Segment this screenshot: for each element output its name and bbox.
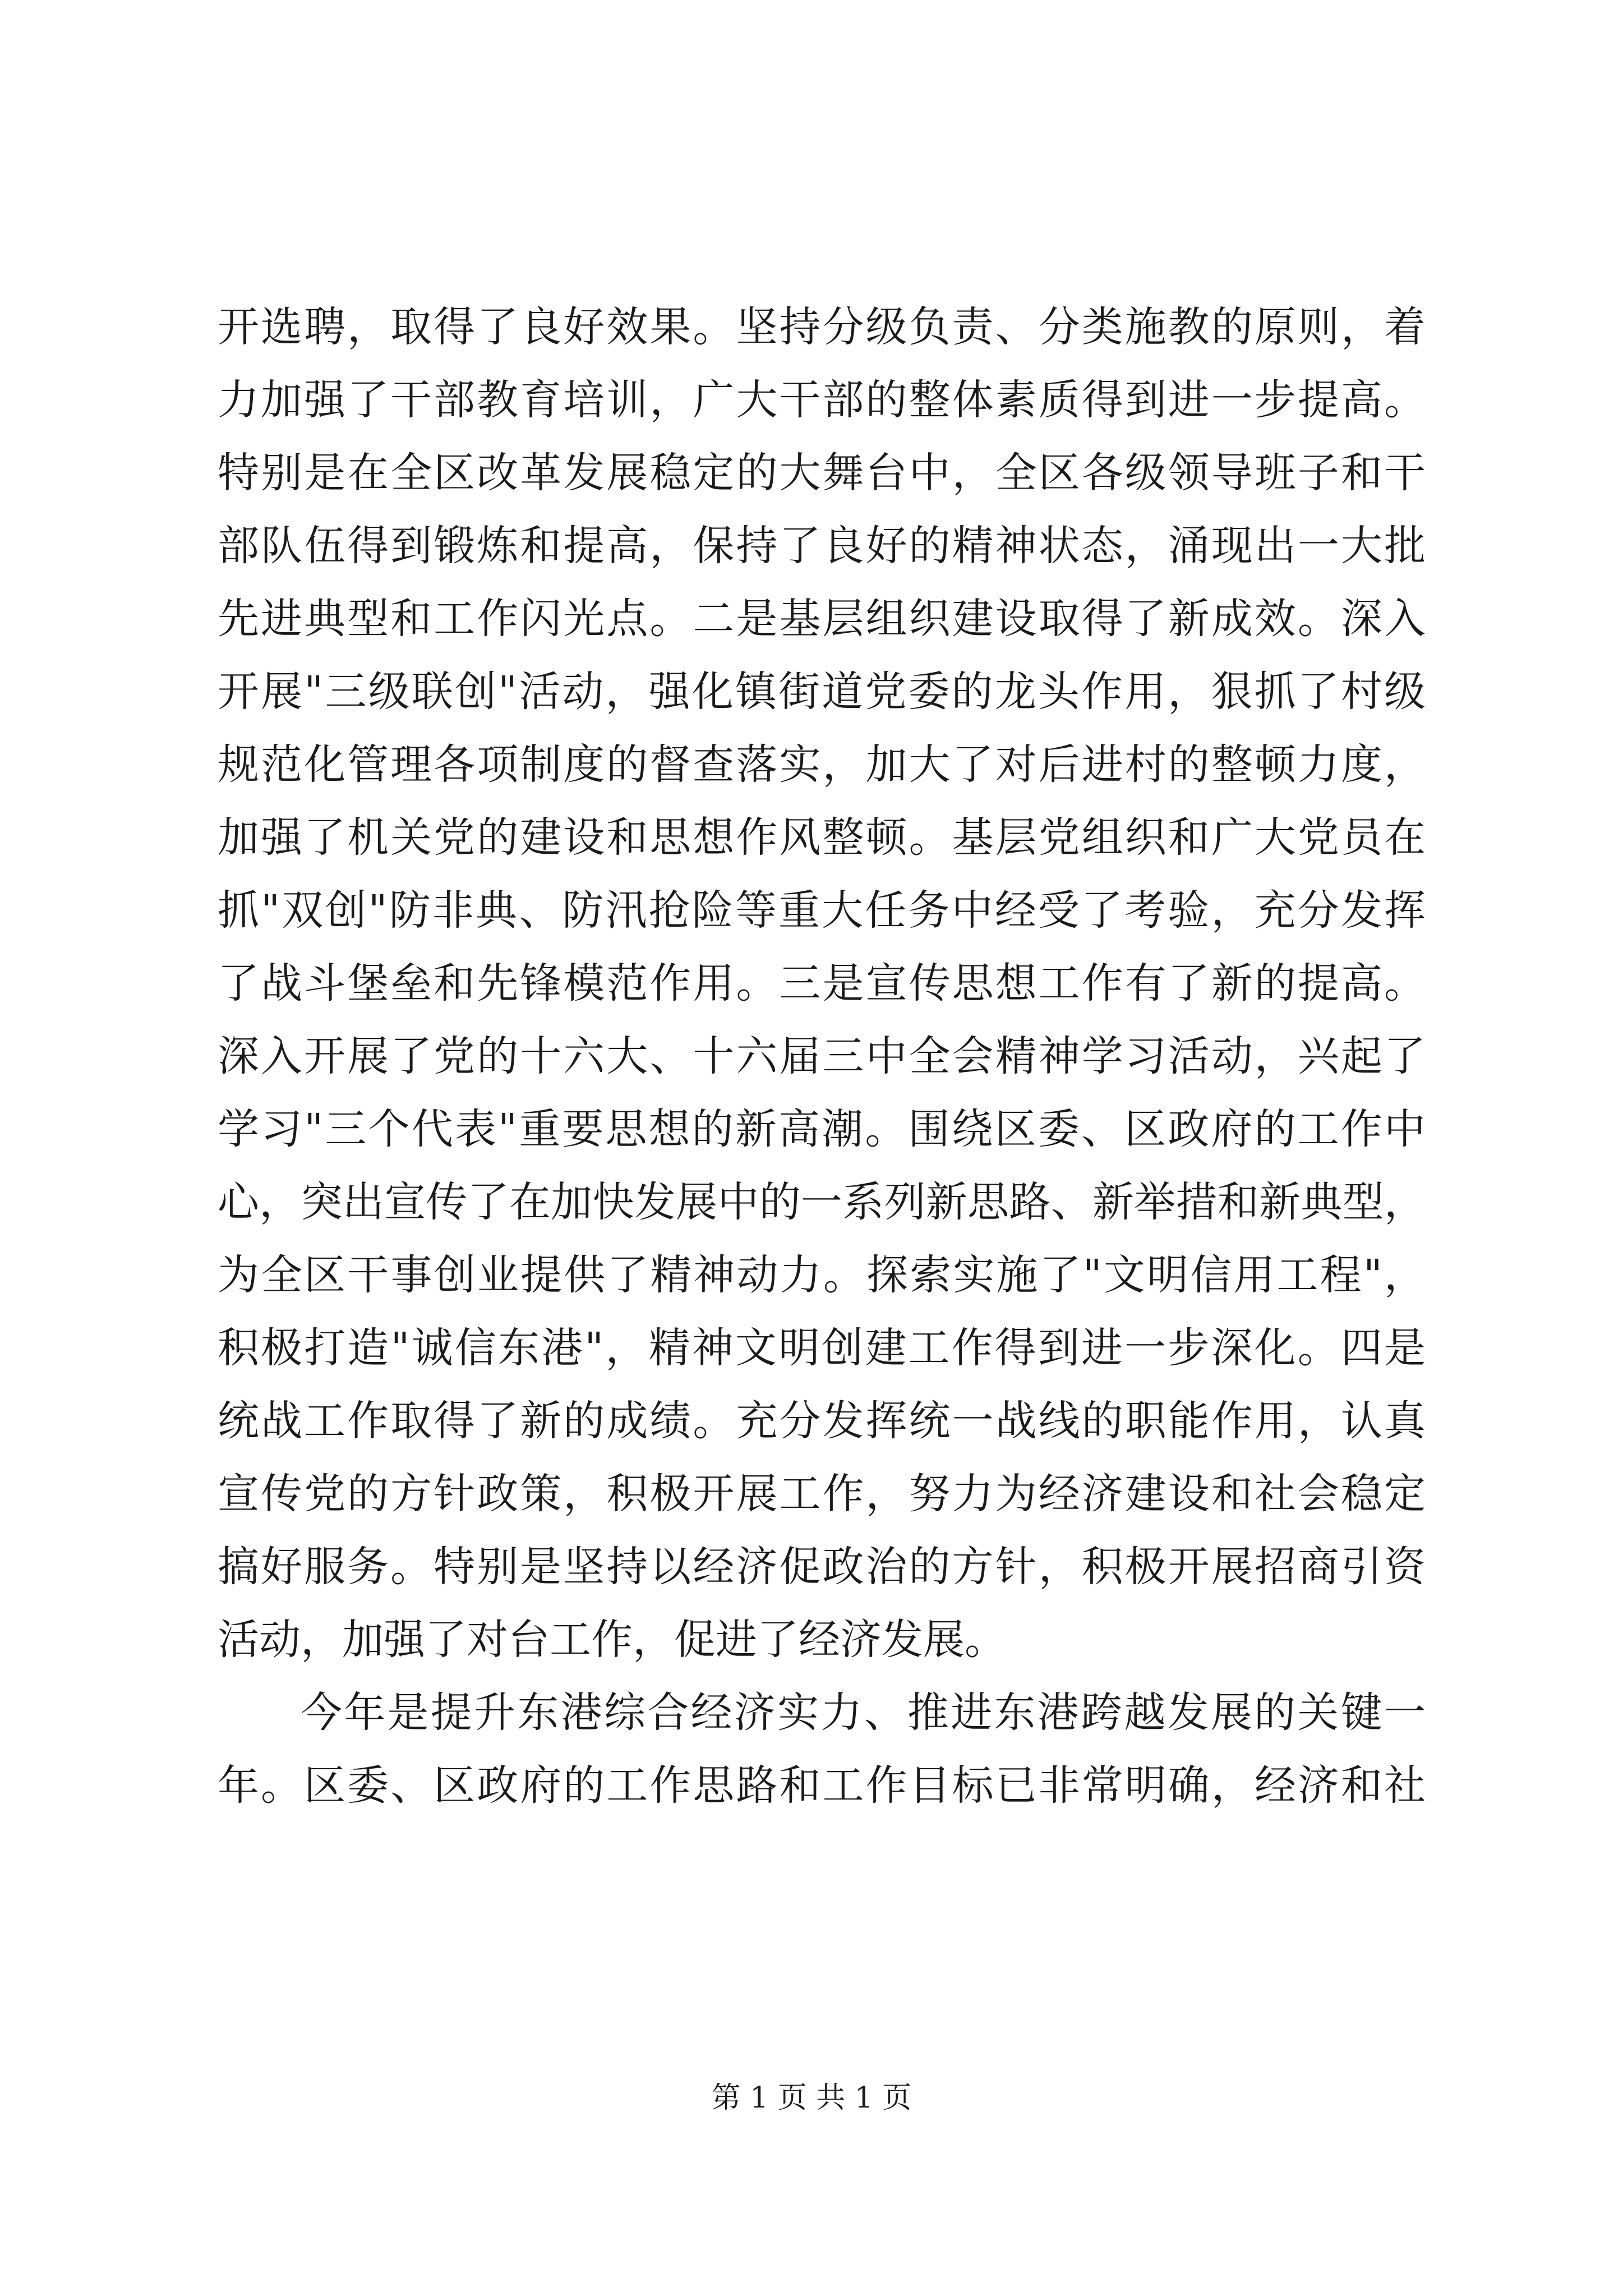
text-line-paragraph-end: 活动，加强了对台工作，促进了经济发展。 xyxy=(218,1616,1006,1664)
text-line-paragraph-start: 今年是提升东港综合经济实力、推进东港跨越发展的关键一 xyxy=(301,1688,1426,1737)
text-line: 开展"三级联创"活动，强化镇街道党委的龙头作用，狠抓了村级 xyxy=(218,668,1426,716)
text-line: 特别是在全区改革发展稳定的大舞台中，全区各级领导班子和干 xyxy=(218,449,1426,497)
text-line: 了战斗堡垒和先锋模范作用。三是宣传思想工作有了新的提高。 xyxy=(218,959,1426,1007)
text-line: 学习"三个代表"重要思想的新高潮。围绕区委、区政府的工作中 xyxy=(218,1105,1426,1153)
text-line: 开选聘，取得了良好效果。坚持分级负责、分类施教的原则，着 xyxy=(218,303,1426,351)
text-line: 为全区干事创业提供了精神动力。探索实施了"文明信用工程"， xyxy=(218,1251,1426,1299)
text-line: 部队伍得到锻炼和提高，保持了良好的精神状态，涌现出一大批 xyxy=(218,522,1426,570)
text-line: 深入开展了党的十六大、十六届三中全会精神学习活动，兴起了 xyxy=(218,1032,1426,1080)
text-line: 搞好服务。特别是坚持以经济促政治的方针，积极开展招商引资 xyxy=(218,1543,1426,1591)
text-line: 力加强了干部教育培训，广大干部的整体素质得到进一步提高。 xyxy=(218,376,1426,424)
text-line: 宣传党的方针政策，积极开展工作，努力为经济建设和社会稳定 xyxy=(218,1470,1426,1518)
text-line: 积极打造"诚信东港"，精神文明创建工作得到进一步深化。四是 xyxy=(218,1324,1426,1372)
text-line: 先进典型和工作闪光点。二是基层组织建设取得了新成效。深入 xyxy=(218,595,1426,643)
page-footer xyxy=(0,2078,1623,2118)
text-line: 统战工作取得了新的成绩。充分发挥统一战线的职能作用，认真 xyxy=(218,1397,1426,1445)
text-line: 规范化管理各项制度的督查落实，加大了对后进村的整顿力度， xyxy=(218,740,1426,789)
document-body xyxy=(218,291,1426,1822)
text-line: 加强了机关党的建设和思想作风整顿。基层党组织和广大党员在 xyxy=(218,813,1426,862)
text-line: 年。区委、区政府的工作思路和工作目标已非常明确，经济和社 xyxy=(218,1761,1426,1810)
page-number-label: 第 1 页 共 1 页 xyxy=(711,2081,912,2115)
text-line: 心，突出宣传了在加快发展中的一系列新思路、新举措和新典型， xyxy=(218,1178,1426,1226)
text-line: 抓"双创"防非典、防汛抢险等重大任务中经受了考验，充分发挥 xyxy=(218,886,1426,935)
